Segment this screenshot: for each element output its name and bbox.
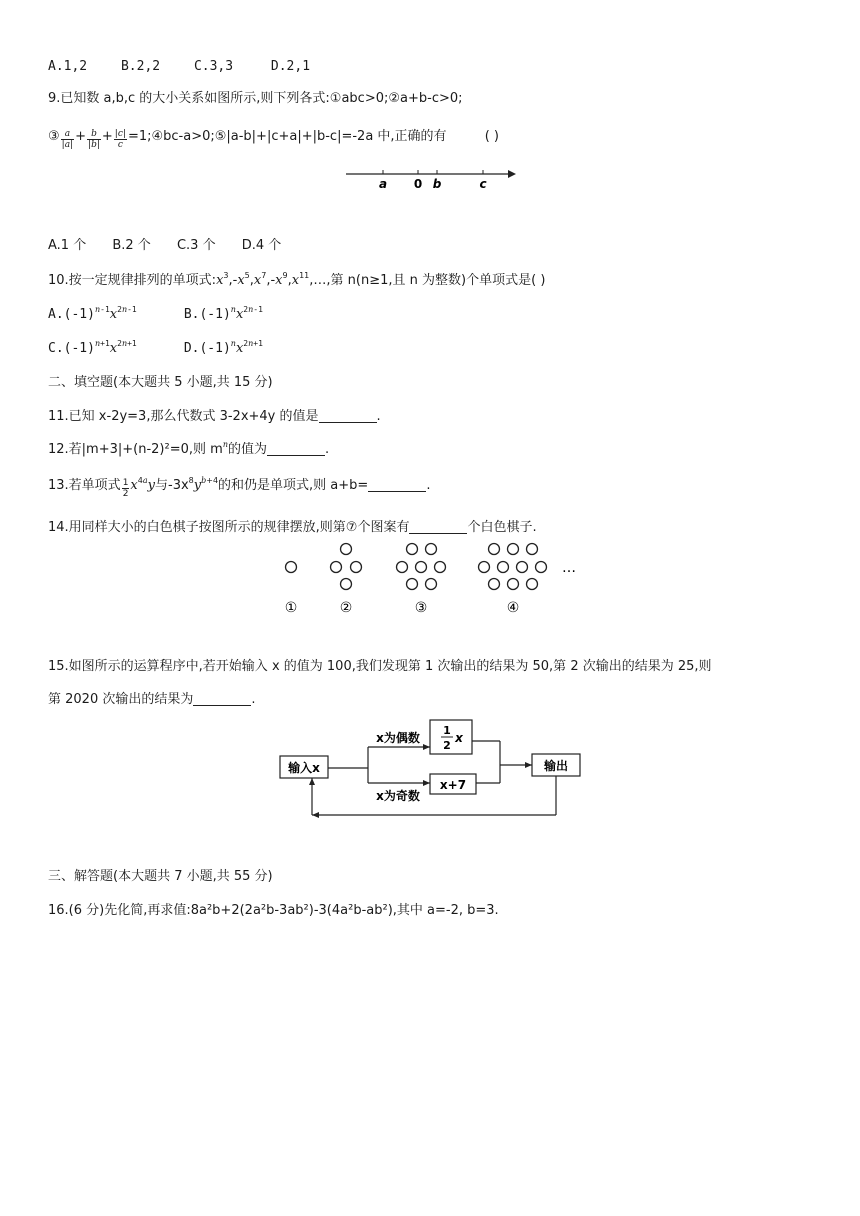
flow-half-numerator: 1 bbox=[443, 724, 451, 737]
q12: 12.若|m+3|+(n-2)²=0,则 $m^n$的值为 . bbox=[48, 440, 330, 457]
q9-intro: 9.已知数 a,b,c 的大小关系如图所示,则下列各式:①abc>0;②a+b-c>0; bbox=[48, 91, 463, 106]
q15-line2: 第 2020 次输出的结果为 . bbox=[48, 692, 256, 707]
flow-input-label: 输入x bbox=[288, 761, 320, 775]
q8-option-d: D.2,1 bbox=[270, 59, 311, 74]
section-3-heading: 三、解答题(本大题共 7 小题,共 55 分) bbox=[48, 869, 273, 884]
q9-option-b: B.2 个 bbox=[112, 238, 151, 253]
q13: 13.若单项式 $\frac{1}{2}$ $x^{4a}y$与$-3x^8y^{b+4}$的和仍是单项式,则 a+b= . bbox=[48, 476, 431, 499]
q8-option-c: C.3,3 bbox=[193, 59, 234, 74]
q8-options bbox=[48, 58, 310, 76]
q16: 16.(6 分)先化简,再求值:8a²b+2(2a²b-3ab²)-3(4a²b-ab²),其中 a=-2, b=3. bbox=[48, 903, 499, 918]
q12-answer-blank[interactable] bbox=[267, 442, 325, 456]
section-2-heading: 二、填空题(本大题共 5 小题,共 15 分) bbox=[48, 375, 273, 390]
q10-option-d: $D.(-1)^nx^{2n+1}$ bbox=[183, 339, 263, 356]
flow-half-variable: x bbox=[455, 731, 463, 745]
fraction-abs-c-over-c: $\frac{|c|}{c}$ bbox=[114, 129, 126, 150]
flow-even-label: x为偶数 bbox=[376, 731, 420, 745]
q15-flowchart bbox=[270, 714, 600, 826]
q11-answer-blank[interactable] bbox=[319, 409, 377, 423]
q10-options-row1 bbox=[48, 306, 263, 324]
fraction-b-over-abs-b: $\frac{b}{|b|}$ bbox=[88, 129, 100, 150]
q14-answer-blank[interactable] bbox=[409, 520, 467, 534]
q9-expr-prefix: ③ bbox=[48, 129, 60, 144]
pattern-label-4: ④ bbox=[506, 600, 520, 616]
numberline-label-a: a bbox=[378, 177, 388, 191]
q13-answer-blank[interactable] bbox=[368, 478, 426, 492]
q9-option-c: C.3 个 bbox=[176, 238, 216, 253]
q15-answer-blank[interactable] bbox=[193, 692, 251, 706]
flow-plus7-label: x+7 bbox=[439, 778, 467, 792]
q8-option-b: B.2,2 bbox=[120, 59, 161, 74]
fraction-a-over-abs-a: $\frac{a}{|a|}$ bbox=[61, 129, 74, 150]
q10-option-b: $B.(-1)^nx^{2n-1}$ bbox=[183, 305, 263, 322]
numberline-label-zero: 0 bbox=[413, 177, 423, 191]
q10-option-a: $A.(-1)^{n-1}x^{2n-1}$ bbox=[48, 305, 137, 322]
fraction-one-half: $\frac{1}{2}$ bbox=[122, 478, 129, 499]
q9-expression: ③ $\frac{a}{|a|}$ + $\frac{b}{|b|}$ + $\frac{|c|}{c}$ =1;④bc-a>0;⑤|a-b|+|c+a|+|b-c|=-2a 中,正确的有 ( ) bbox=[48, 129, 499, 150]
q9-options bbox=[48, 237, 281, 255]
q10-text-prefix: 10.按一定规律排列的单项式: bbox=[48, 273, 217, 288]
flow-odd-label: x为奇数 bbox=[376, 789, 420, 803]
flow-output-label: 输出 bbox=[543, 759, 569, 773]
flow-half-denominator: 2 bbox=[443, 739, 451, 752]
q9-number-line bbox=[340, 162, 525, 194]
q15-line1: 15.如图所示的运算程序中,若开始输入 x 的值为 100,我们发现第 1 次输出的结果为 50,第 2 次输出的结果为 25,则 bbox=[48, 659, 712, 674]
q10-question bbox=[48, 272, 545, 290]
pattern-label-1: ① bbox=[284, 600, 298, 616]
pattern-label-3: ③ bbox=[414, 600, 428, 616]
q9-option-a: A.1 个 bbox=[48, 238, 87, 253]
pattern-label-2: ② bbox=[339, 600, 353, 616]
q10-sequence: $x^3,-x^5,x^7,-x^9,x^{11},\dots$ bbox=[216, 271, 327, 288]
q9-answer-paren: ( ) bbox=[484, 129, 499, 144]
numberline-label-b: b bbox=[432, 177, 442, 191]
q9-option-d: D.4 个 bbox=[241, 238, 282, 253]
q11: 11.已知 x-2y=3,那么代数式 3-2x+4y 的值是 . bbox=[48, 409, 381, 424]
q10-options-row2 bbox=[48, 340, 263, 358]
q8-option-a: A.1,2 bbox=[48, 59, 88, 74]
q9-expr-rest: =1;④bc-a>0;⑤|a-b|+|c+a|+|b-c|=-2a 中,正确的有 bbox=[127, 129, 447, 144]
q14: 14.用同样大小的白色棋子按图所示的规律摆放,则第⑦个图案有 个白色棋子. bbox=[48, 520, 537, 535]
q10-text-suffix: ,第 n(n≥1,且 n 为整数)个单项式是( ) bbox=[326, 273, 546, 288]
numberline-label-c: c bbox=[479, 177, 487, 191]
q14-pattern-figure bbox=[270, 536, 600, 621]
pattern-ellipsis: … bbox=[562, 560, 576, 576]
q10-option-c: $C.(-1)^{n+1}x^{2n+1}$ bbox=[48, 339, 137, 356]
